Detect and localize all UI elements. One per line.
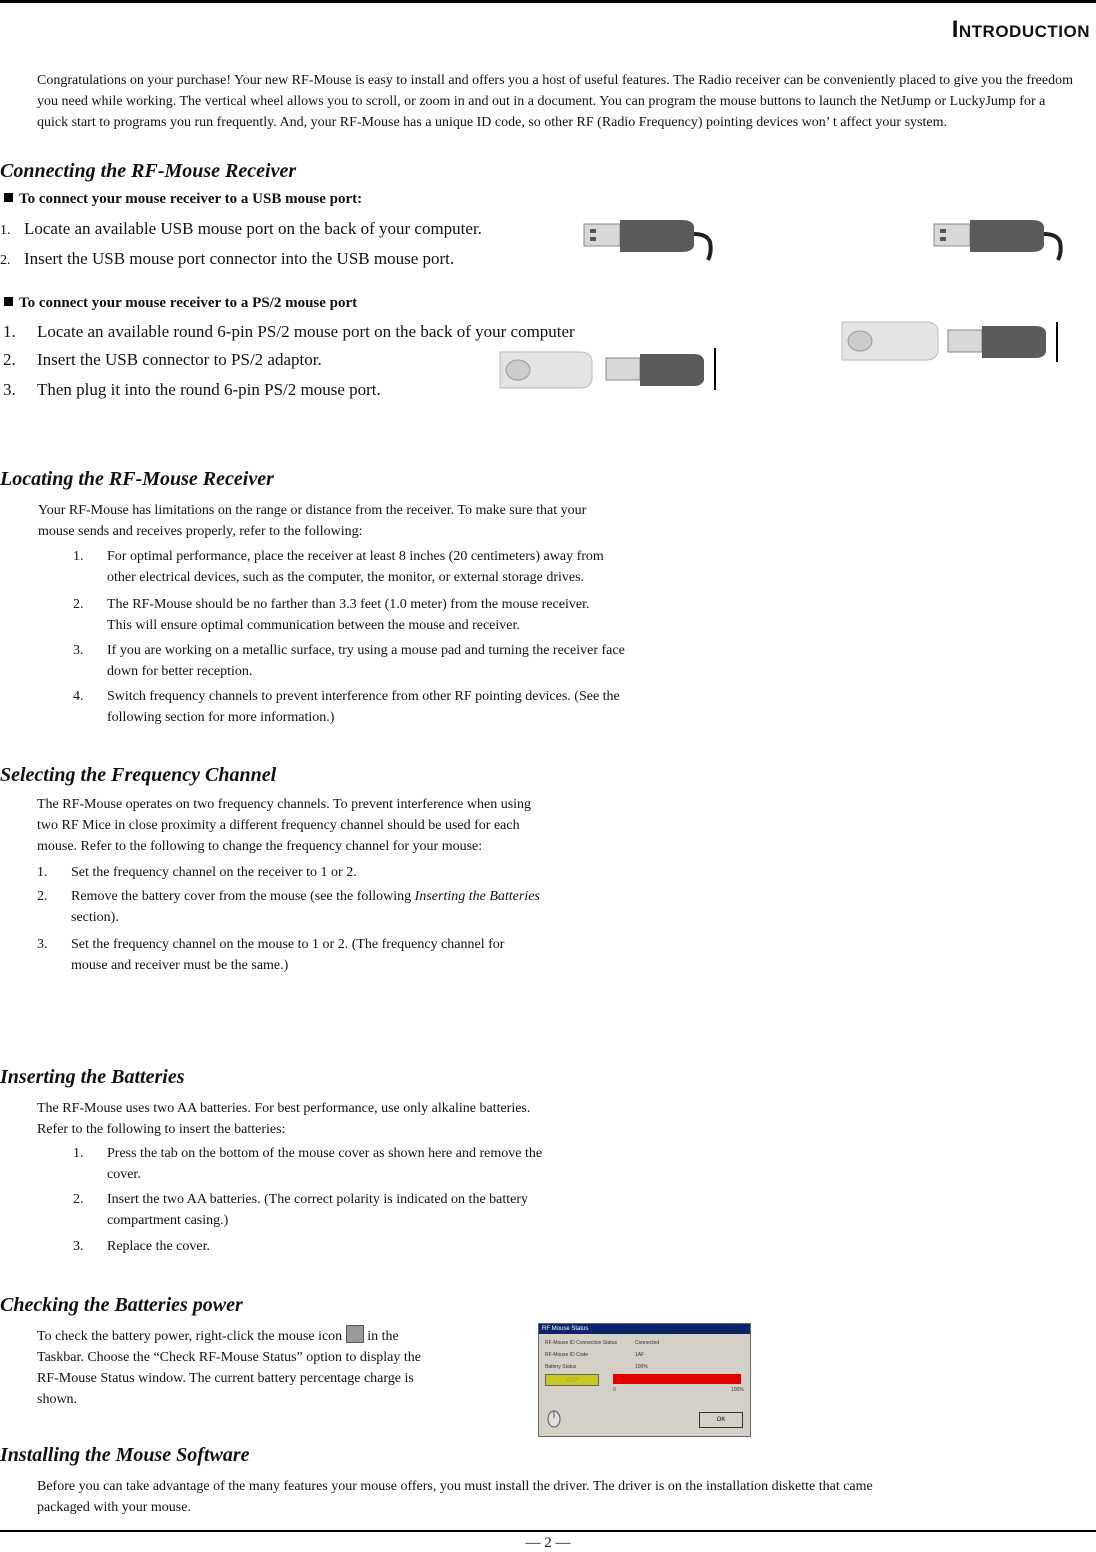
checking-paragraph: To check the battery power, right-click the mouse icon in the Taskbar. Choose the “Check RF-Mouse Status” option to display the RF-Mouse Status window. The current battery percentage charge is shown. [37,1325,517,1410]
locating-intro: Your RF-Mouse has limitations on the range or distance from the receiver. To make sure that your mouse sends and receives properly, refer to the following: [38,503,587,539]
ps2-step: 1. Locate an available round 6-pin PS/2 mouse port on the back of your computer [3,322,575,341]
heading-installing: Installing the Mouse Software [0,1444,250,1466]
heading-locating: Locating the RF-Mouse Receiver [0,468,274,490]
ok-button[interactable]: OK [699,1412,743,1428]
mouse-tray-icon [346,1325,364,1343]
usb-connector-image [932,212,1072,262]
ps2-adaptor-image [840,318,1062,364]
footer-rule [0,1530,1096,1532]
frequency-intro: The RF-Mouse operates on two frequency channels. To prevent interference when using two RF Mice in close proximity a different frequency channel should be used for each mouse. Refer to the following to change the frequency channel for your mouse: [37,797,532,854]
ps2-step: 2. Insert the USB connector to PS/2 adaptor. [3,350,322,369]
ps2-adaptor-image [498,346,720,392]
usb-connector-image [582,212,722,262]
battery-indicator: ⁄ ⁄ ⁄ ⁄ [545,1374,599,1386]
usb-step: 2. Insert the USB mouse port connector into the USB mouse port. [0,249,455,268]
batteries-list: 1. Press the tab on the bottom of the mouse cover as shown here and remove the cover. 2. Insert the two AA batteries. (The correct polarity is indicated on the battery compartment casing.) 3. Replace the cover. [73,1146,543,1254]
heading-connecting: Connecting the RF-Mouse Receiver [0,160,297,182]
heading-frequency: Selecting the Frequency Channel [0,764,277,786]
intro-paragraph: Congratulations on your purchase! Your new RF-Mouse is easy to install and offers you a host of useful features. The Radio receiver can be conveniently placed to give you the freedom you need while working. The vertical wheel allows you to scroll, or zoom in and out in a document. You can program the mouse buttons to launch the NetJump or LuckyJump for a quick start to programs you run frequently. And, your RF-Mouse has a unique ID code, so other RF (Radio Frequency) pointing devices won’ t affect your system. [37,73,1073,130]
mouse-icon [545,1410,563,1428]
rf-mouse-status-window: RF Mouse Status RF-Mouse ID Connection Status Connected RF-Mouse ID Code 1AF Battery Status 100% ⁄ ⁄ ⁄ ⁄ 0 100% OK [538,1323,751,1437]
ps2-subheading: To connect your mouse receiver to a PS/2 mouse port [4,295,357,312]
page-number: — 2 — [525,1535,571,1551]
locating-list: 1. For optimal performance, place the receiver at least 8 inches (20 centimeters) away from other electrical devices, such as the computer, the monitor, or external storage drives. 2. The RF-Mouse should be no farther than 3.3 feet (1.0 meter) from the mouse receiver. This will ensure optimal communication between the mouse and receiver. 3. If you are working on a metallic surface, try using a mouse pad and turning the receiver face down for better reception. 4. Switch frequency channels to prevent interference from other RF pointing devices. (See the following section for more information.) [73,549,625,725]
usb-step: 1. Locate an available USB mouse port on the back of your computer. [0,219,482,238]
usb-subheading: To connect your mouse receiver to a USB mouse port: [4,191,362,208]
bullet-square-icon [4,193,13,202]
frequency-list: 1. Set the frequency channel on the receiver to 1 or 2. 2. Remove the battery cover from the mouse (see the following Inserting the Batteries section). 3. Set the frequency channel on the mouse to 1 or 2. (The frequency channel for mouse and receiver must be the same.) [37,865,540,973]
bullet-square-icon [4,297,13,306]
window-titlebar: RF Mouse Status [539,1324,750,1334]
top-rule [0,0,1096,3]
ps2-step: 3. Then plug it into the round 6-pin PS/2 mouse port. [3,380,381,399]
heading-batteries: Inserting the Batteries [0,1066,185,1088]
batteries-intro: The RF-Mouse uses two AA batteries. For best performance, use only alkaline batteries. Refer to the following to insert the batteries: [37,1101,531,1137]
installing-paragraph: Before you can take advantage of the many features your mouse offers, you must install the driver. The driver is on the installation diskette that came packaged with your mouse. [37,1479,873,1515]
page-title: Introduction [951,16,1090,43]
battery-progress-bar [613,1374,741,1384]
heading-checking: Checking the Batteries power [0,1294,243,1316]
